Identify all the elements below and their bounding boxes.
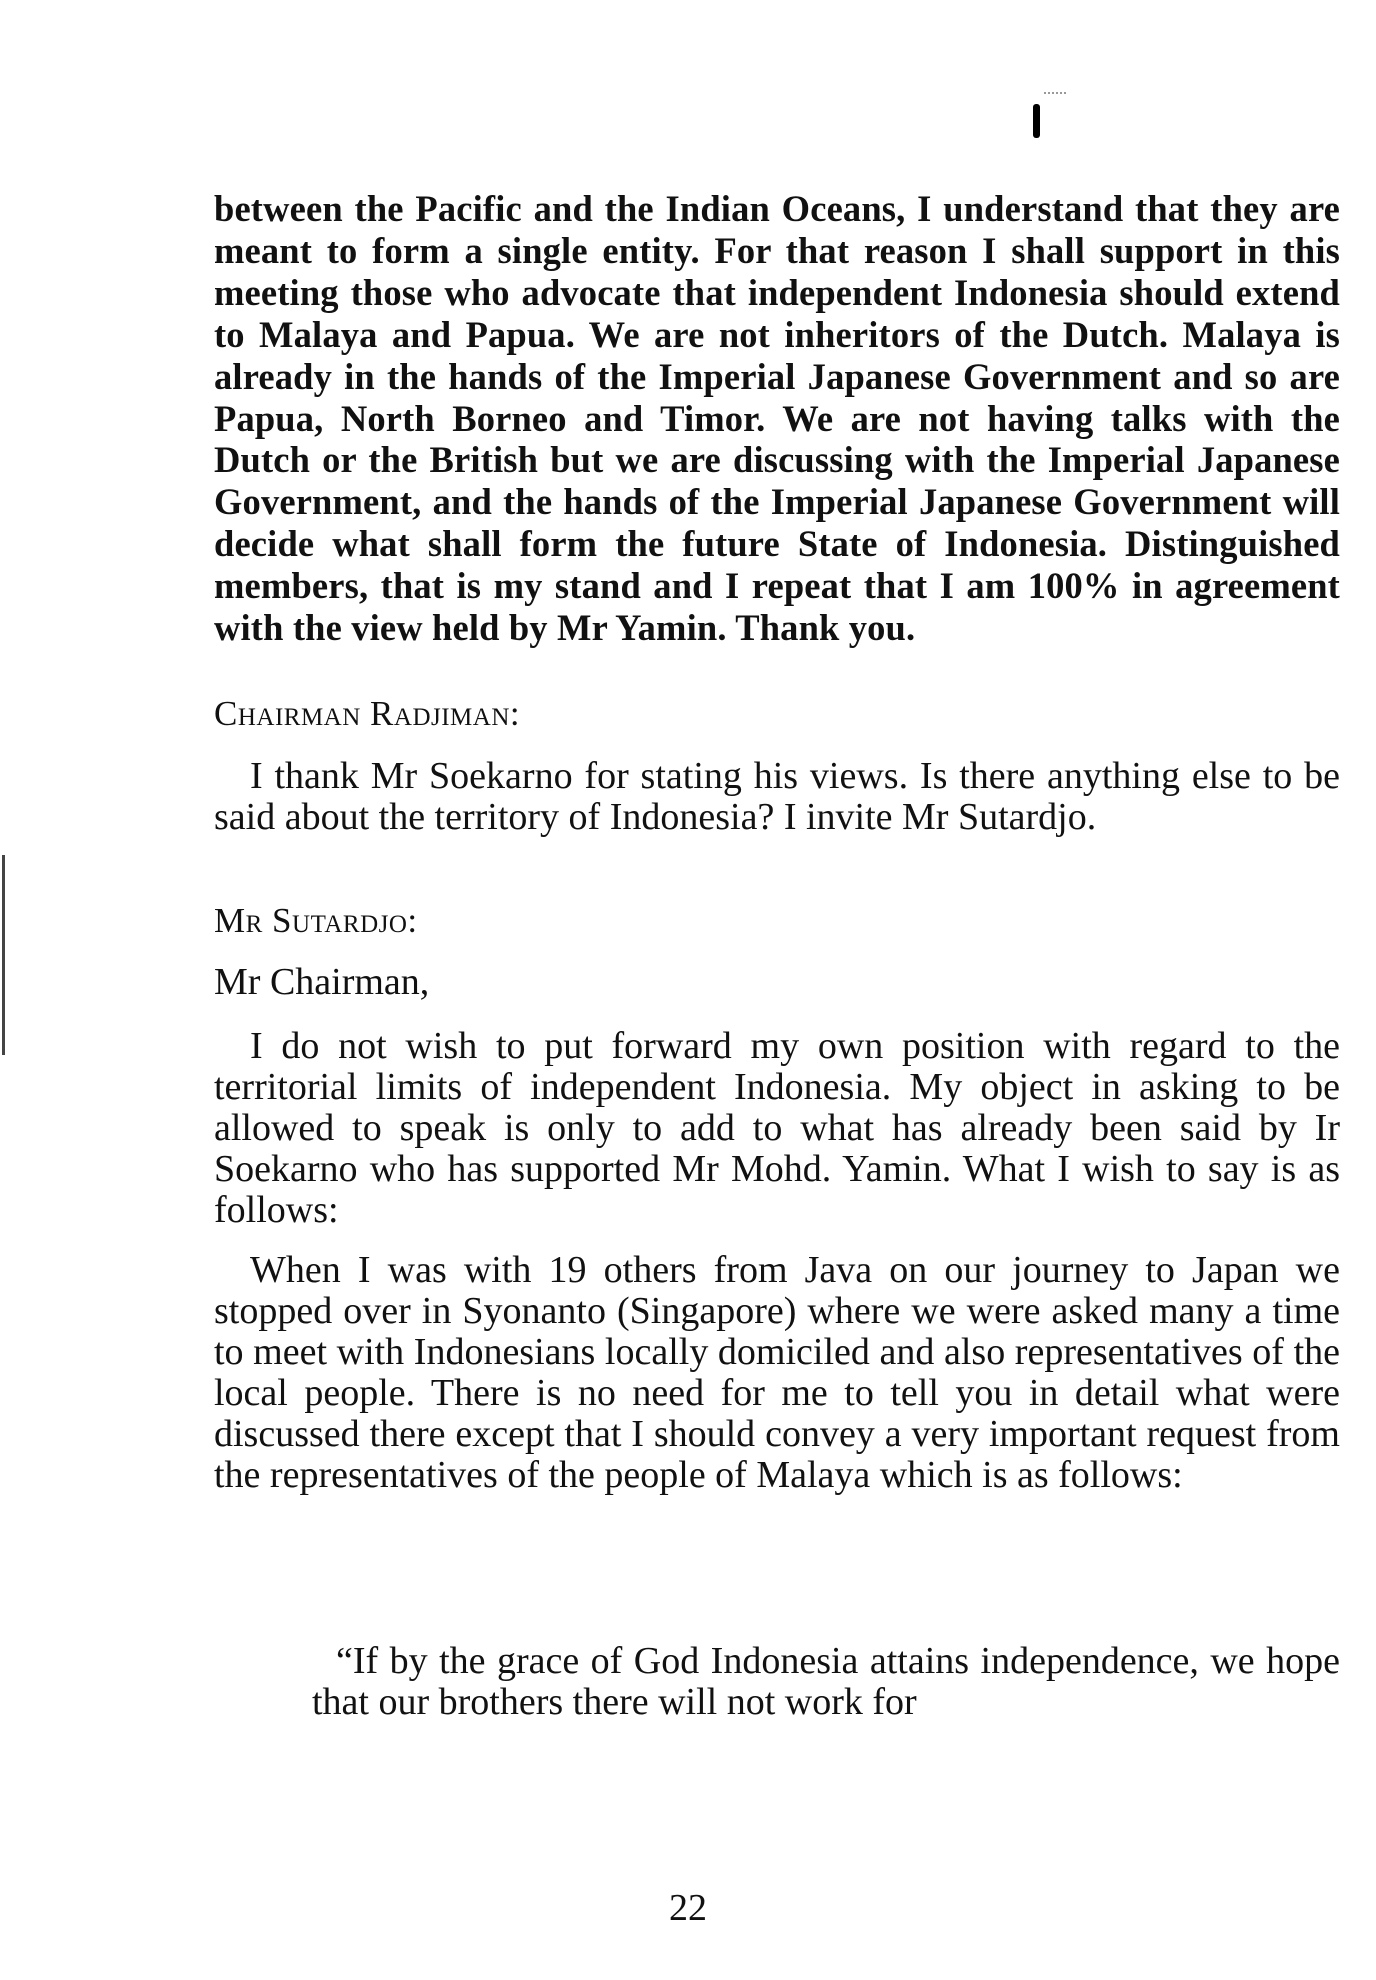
page-number: 22 [669, 1887, 707, 1929]
salutation: Mr Chairman, [214, 961, 430, 1003]
speaker-colon: : [407, 901, 418, 940]
sutardjo-paragraph-2: When I was with 19 others from Java on our journey to Japan we stopped over in Syonanto (Singapore) where we were asked many a time to meet with Indonesians locally domiciled and also representatives of the local people. There is no need for me to tell you in detail what were discussed there except that I should convey a very important request from the representatives of the people of Malaya which is as follows: [214, 1249, 1340, 1496]
speaker-heading-chairman [214, 694, 1340, 734]
ink-mark [1033, 104, 1040, 138]
speaker-name: Chairman Radjiman [214, 694, 510, 733]
speaker-name: Mr Sutardjo [214, 901, 408, 940]
sutardjo-paragraph-1: I do not wish to put forward my own position with regard to the territorial limits of independent Indonesia. My object in asking to be allowed to speak is only to add to what has already been said by Ir Soekarno who has supported Mr Mohd. Yamin. What I wish to say is as follows: [214, 1025, 1340, 1231]
speaker-colon: : [509, 694, 521, 733]
opening-paragraph: between the Pacific and the Indian Oceans, I understand that they are meant to form a single entity. For that reason I shall support in this meeting those who advocate that independent Indonesia should extend to Malaya and Papua. We are not inheritors of the Dutch. Malaya is already in the hands of the Imperial Japanese Government and so are Papua, North Borneo and Timor. We are not having talks with the Dutch or the British but we are discussing with the Imperial Japanese Government, and the hands of the Imperial Japanese Government will decide what shall form the future State of Indonesia. Distinguished members, that is my stand and I repeat that I am 100% in agreement with the view held by Mr Yamin. Thank you. [214, 188, 1340, 649]
block-quote: “If by the grace of God Indonesia attains independence, we hope that our brothers there will not work for [312, 1640, 1340, 1723]
speaker-heading-sutardjo [214, 901, 1340, 941]
ink-speckle [1044, 92, 1066, 100]
chairman-speech: I thank Mr Soekarno for stating his views. Is there anything else to be said about the territory of Indonesia? I invite Mr Sutardjo. [214, 755, 1340, 838]
binding-edge-line [2, 855, 5, 1055]
